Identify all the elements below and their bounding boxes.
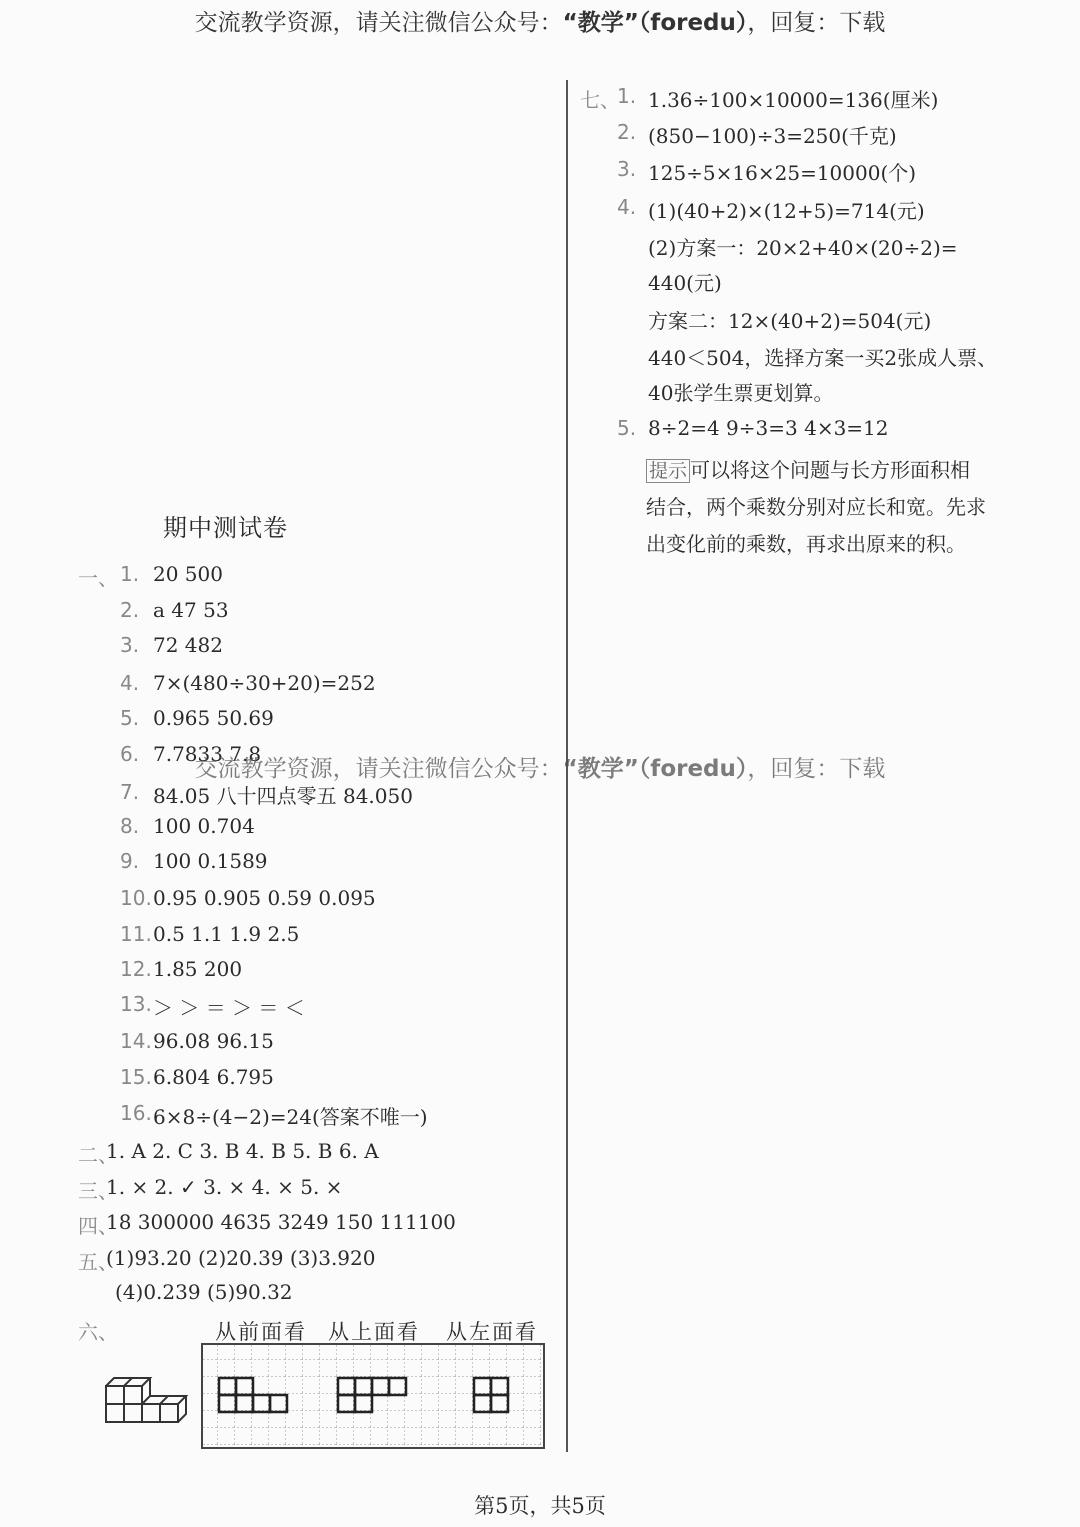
- right-answer-text: 1.36÷100×10000=136(厘米): [648, 88, 939, 112]
- hint-line: [646, 454, 970, 483]
- caption-left-view: 从左面看: [446, 1320, 538, 1344]
- left-answer-text: 6×8÷(4−2)=24(答案不唯一): [153, 1105, 428, 1129]
- left-section-label: 二、: [78, 1143, 118, 1167]
- left-item-number: 8.: [120, 814, 140, 838]
- right-item-number: 1.: [617, 84, 637, 108]
- right-item-number: 2.: [617, 120, 637, 144]
- left-item-number: 5.: [120, 706, 140, 730]
- left-answer-text: ＞ ＞ ＝ ＞ ＝ ＜: [153, 996, 305, 1020]
- right-item-number: 4.: [617, 195, 637, 219]
- caption-front-view: 从前面看: [215, 1320, 307, 1344]
- left-section-label: 五、: [78, 1250, 118, 1274]
- left-answer-text: 7.7833 7.8: [153, 742, 262, 766]
- left-answer-text: 1.85 200: [153, 957, 243, 981]
- right-section-label: 七、: [580, 88, 620, 112]
- left-item-number: 9.: [120, 849, 140, 873]
- left-item-number: 6.: [120, 742, 140, 766]
- left-answer-text: 0.5 1.1 1.9 2.5: [153, 922, 300, 946]
- watermark-top: [0, 4, 1080, 37]
- left-answer-text: 100 0.1589: [153, 849, 268, 873]
- watermark-bold: “教学”（foredu）: [562, 10, 748, 36]
- hint-line: [646, 528, 966, 557]
- right-item-number: 3.: [617, 157, 637, 181]
- left-answer-text: (1)93.20 (2)20.39 (3)3.920: [106, 1246, 376, 1270]
- left-item-number: 2.: [120, 598, 140, 622]
- left-answer-text: a 47 53: [153, 598, 229, 622]
- left-answer-text: 84.05 八十四点零五 84.050: [153, 784, 413, 808]
- left-item-number: 7.: [120, 780, 140, 804]
- watermark-prefix: 交流教学资源，请关注微信公众号：: [194, 10, 563, 36]
- left-item-number: 4.: [120, 671, 140, 695]
- page-footer: 第5页，共5页: [474, 1494, 606, 1518]
- right-answer-text: (850−100)÷3=250(千克): [648, 124, 897, 148]
- caption-top-view: 从上面看: [328, 1320, 420, 1344]
- watermark-bold: “教学”（foredu）: [562, 756, 748, 782]
- watermark-suffix: ，回复：下载: [747, 10, 886, 36]
- right-answer-text: 440(元): [648, 271, 722, 295]
- left-item-number: 15.: [120, 1065, 152, 1089]
- left-section-label: 六、: [78, 1320, 118, 1344]
- watermark-middle: [0, 750, 1080, 783]
- cube-figure: [100, 1372, 192, 1428]
- hint-line: [646, 491, 986, 520]
- right-answer-text: 125÷5×16×25=10000(个): [648, 161, 917, 185]
- left-item-number: 16.: [120, 1101, 152, 1125]
- left-answer-text: 0.95 0.905 0.59 0.095: [153, 886, 376, 910]
- hint-text: 可以将这个问题与长方形面积相: [690, 458, 971, 482]
- right-answer-text: 440＜504，选择方案一买2张成人票、: [648, 346, 998, 370]
- view-grid: [200, 1342, 546, 1452]
- left-item-number: 3.: [120, 633, 140, 657]
- left-answer-text: 18 300000 4635 3249 150 111100: [106, 1210, 456, 1234]
- left-item-number: 12.: [120, 957, 152, 981]
- left-answer-text: 20 500: [153, 562, 223, 586]
- left-section-label: 四、: [78, 1214, 118, 1238]
- watermark-suffix: ，回复：下载: [747, 756, 886, 782]
- left-section-label: 一、: [78, 566, 118, 590]
- left-answer-text: (4)0.239 (5)90.32: [115, 1280, 293, 1304]
- left-answer-text: 1. × 2. ✓ 3. × 4. × 5. ×: [106, 1175, 343, 1199]
- right-answer-text: (1)(40+2)×(12+5)=714(元): [648, 199, 925, 223]
- hint-label: 提示: [646, 459, 690, 483]
- hint-text: 出变化前的乘数，再求出原来的积。: [646, 532, 966, 556]
- exam-title: 期中测试卷: [163, 514, 288, 542]
- left-answer-text: 96.08 96.15: [153, 1029, 274, 1053]
- right-answer-text: 40张学生票更划算。: [648, 381, 834, 405]
- left-section-label: 三、: [78, 1179, 118, 1203]
- left-item-number: 1.: [120, 562, 140, 586]
- left-answer-text: 100 0.704: [153, 814, 255, 838]
- left-item-number: 11.: [120, 922, 152, 946]
- left-answer-text: 1. A 2. C 3. B 4. B 5. B 6. A: [106, 1139, 379, 1163]
- left-item-number: 14.: [120, 1029, 152, 1053]
- right-answer-text: 方案二：12×(40+2)=504(元): [648, 309, 932, 333]
- left-answer-text: 7×(480÷30+20)=252: [153, 671, 376, 695]
- right-item-number: 5.: [617, 416, 637, 440]
- left-item-number: 13.: [120, 992, 152, 1016]
- hint-text: 结合，两个乘数分别对应长和宽。先求: [646, 495, 986, 519]
- left-item-number: 10.: [120, 886, 152, 910]
- right-answer-text: 8÷2=4 9÷3=3 4×3=12: [648, 416, 889, 440]
- left-answer-text: 0.965 50.69: [153, 706, 274, 730]
- left-answer-text: 6.804 6.795: [153, 1065, 274, 1089]
- watermark-prefix: 交流教学资源，请关注微信公众号：: [194, 756, 563, 782]
- left-answer-text: 72 482: [153, 633, 223, 657]
- right-answer-text: (2)方案一：20×2+40×(20÷2)=: [648, 236, 958, 260]
